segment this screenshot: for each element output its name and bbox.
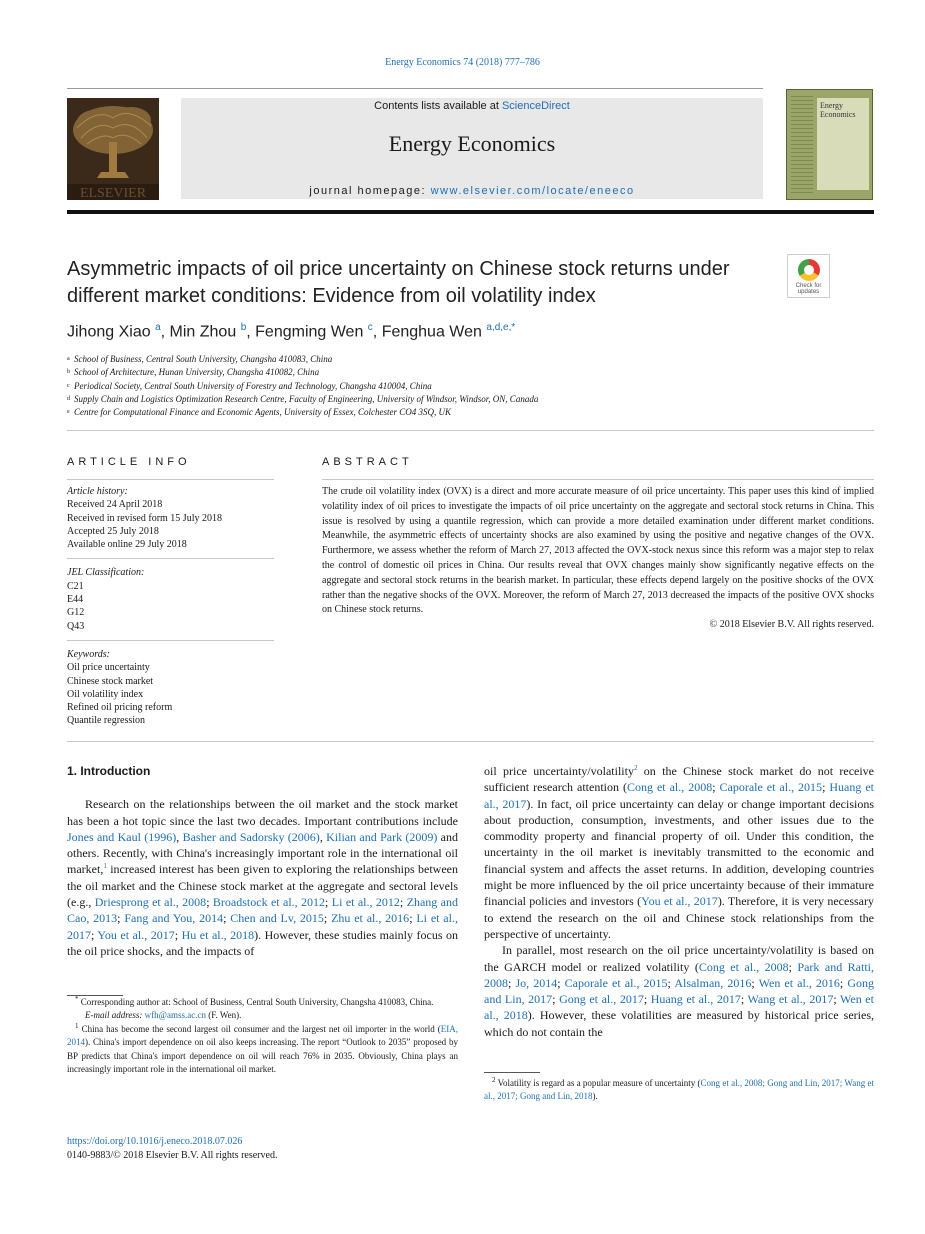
affiliation-text: Centre for Computational Finance and Economic Agents, University of Essex, Colchester CO4 3SQ, UK (74, 407, 451, 418)
affiliation-label: b (67, 369, 70, 376)
affiliation-label: d (67, 395, 70, 402)
citation-link[interactable]: Fang and You, 2014 (124, 911, 224, 926)
author-name: Fenghua Wen (381, 323, 482, 341)
citation-link[interactable]: Broadstock et al., 2012 (212, 895, 326, 910)
citation-link[interactable]: Cong et al., 2008 (626, 780, 713, 795)
journal-cover-image[interactable] (786, 89, 873, 200)
header-rule (67, 88, 763, 89)
divider (67, 640, 274, 641)
citation-link[interactable]: Cong et al., 2008; Gong and Lin, 2017; Wang et al., 2017; Gong and Lin, 2018 (484, 1078, 874, 1102)
affiliation-item (67, 380, 538, 393)
abstract-copyright: © 2018 Elsevier B.V. All rights reserved. (709, 619, 874, 631)
homepage-link[interactable]: www.elsevier.com/locate/eneeco (430, 185, 635, 197)
elsevier-tree-icon (67, 98, 159, 200)
article-title: Asymmetric impacts of oil price uncertainty on Chinese stock returns under different market conditions: Evidence from oil volatility index (67, 258, 730, 307)
citation-link[interactable]: Zhang and Cao, 2013 (67, 895, 458, 926)
sciencedirect-link[interactable]: ScienceDirect (501, 100, 570, 112)
cover-contents-column (791, 96, 813, 194)
history-item: Accepted 25 July 2018 (67, 525, 159, 537)
affiliation-label: c (67, 382, 70, 389)
citation-link[interactable]: Jo, 2014 (515, 975, 558, 990)
abstract (322, 485, 874, 633)
keyword: Refined oil pricing reform (67, 702, 173, 714)
affiliations (67, 353, 538, 419)
check-updates-label: Check for updates (795, 283, 822, 295)
email-link[interactable]: wfh@amss.ac.cn (144, 1010, 206, 1021)
author-affiliation-link[interactable]: a,d,e,* (486, 322, 516, 333)
keyword: Chinese stock market (67, 675, 154, 687)
corresponding-author-note: * Corresponding author at: School of Business, Central South University, Changsha 410083, China. (75, 995, 434, 1007)
intro-paragraph-1: Research on the relationships between the oil market and the stock market has been a hot topic since the last two decades. Important contributions include Jones and Kaul (1996), Basher and Sadorsky (2006), Kilian and Park (2009) and others. Recently, with China's increasingly important role in the international oil market,$^1$ increased interest has been given to exploring the relationships between the oil market and the Chinese stock market at the aggregate and sectoral levels (e.g., Driesprong et al., 2008; Broadstock et al., 2012; Li et al., 2012; Zhang and Cao, 2013; Fang and You, 2014; Chen and Lv, 2015; Zhu et al., 2016; Li et al., 2017; You et al., 2017; Hu et al., 2018). However, these studies mainly focus on the oil price shocks, and the impacts of (67, 797, 459, 958)
article-info-heading: ARTICLE INFO (67, 456, 191, 468)
citation-link[interactable]: Basher and Sadorsky (2006) (182, 829, 320, 844)
journal-title: Energy Economics (388, 131, 556, 156)
author-list: Jihong Xiao $^a$, Min Zhou $^b$, Fengming Wen $^c$, Fenghua Wen $^{a,d,e,*}$ (67, 322, 516, 341)
jel-code: C21 (67, 580, 84, 592)
citation-link[interactable]: Driesprong et al., 2008 (94, 895, 207, 910)
journal-homepage: journal homepage: www.elsevier.com/locate/eneeco (309, 185, 635, 197)
history-item: Available online 29 July 2018 (67, 539, 187, 551)
affiliation-label: e (67, 409, 70, 416)
issn-copyright: 0140-9883/© 2018 Elsevier B.V. All rights reserved. (67, 1149, 278, 1161)
affiliation-text: School of Architecture, Hunan University, Changsha 410082, China (74, 367, 320, 378)
citation-link[interactable]: You et al., 2017 (641, 894, 718, 909)
header-divider (67, 210, 874, 214)
citation-link[interactable]: Park and Ratti, 2008 (484, 959, 874, 990)
email-note: E-mail address: wfh@amss.ac.cn (F. Wen). (85, 1010, 242, 1021)
citation-link[interactable]: Wen et al., 2018 (484, 992, 874, 1023)
affiliation-text: Supply Chain and Logistics Optimization Research Centre, Faculty of Engineering, University of Windsor, Windsor, ON, Canada (74, 393, 539, 404)
affiliation-item (67, 406, 538, 419)
footnote-ref[interactable]: 2 (633, 764, 638, 772)
contents-line: Contents lists available at ScienceDirect (374, 100, 570, 112)
citation-link[interactable]: Huang et al., 2017 (650, 992, 741, 1007)
history-label: Article history: (67, 486, 128, 497)
introduction-heading: 1. Introduction (67, 764, 151, 778)
history-list (67, 498, 274, 551)
footnote-ref[interactable]: 1 (103, 862, 107, 871)
citation-link[interactable]: Wen et al., 2016 (758, 975, 840, 990)
affiliation-text: Periodical Society, Central South University of Forestry and Technology, Changsha 410004, China (74, 380, 432, 391)
doi-link[interactable]: https://doi.org/10.1016/j.eneco.2018.07.026 (67, 1136, 243, 1147)
citation-link[interactable]: Jones and Kaul (1996) (67, 829, 177, 844)
divider (67, 430, 874, 431)
citation-link[interactable]: Alsalman, 2016 (674, 975, 752, 990)
divider (322, 479, 874, 480)
affiliation-item (67, 366, 538, 379)
affiliation-item (67, 353, 538, 366)
right-footnotes (484, 1077, 874, 1104)
citation-link[interactable]: EIA, 2014 (67, 1023, 459, 1048)
history-item: Received in revised form 15 July 2018 (67, 512, 222, 524)
jel-label: JEL Classification: (67, 567, 145, 579)
divider (67, 479, 274, 480)
citation-link[interactable]: Wang et al., 2017 (747, 992, 834, 1007)
article-info (67, 485, 274, 728)
keyword: Oil volatility index (67, 688, 144, 700)
jel-code: G12 (67, 607, 85, 619)
doi-block (67, 1135, 277, 1162)
citation-link[interactable]: Li et al., 2012 (331, 895, 400, 910)
affiliation-item (67, 393, 538, 406)
citation-link[interactable]: Chen and Lv, 2015 (230, 911, 324, 926)
citation-link[interactable]: You et al., 2017 (97, 927, 175, 942)
citation-link[interactable]: Zhu et al., 2016 (331, 911, 410, 926)
abstract-heading: ABSTRACT (322, 456, 413, 468)
affiliation-label: a (67, 356, 70, 362)
logo-wordmark: ELSEVIER (79, 186, 147, 200)
check-updates-icon (798, 259, 820, 281)
divider (67, 558, 274, 559)
jel-code: E44 (67, 594, 84, 606)
abstract-text: The crude oil volatility index (OVX) is a direct and more accurate measure of oil price uncertainty. This paper uses this kind of implied volatility index of oil prices to investigate the impacts of oil price uncertainty on the aggregate and sectoral stock returns in China. This issue is resolved by using a quantile regression, which can provide a more detailed examination under different market conditions. Meanwhile, the asymmetric effects of uncertainty shocks are also examined by using the positive and negative changes of the OVX. Furthermore, we assess whether the reform of March 27, 2013 affected the OVX-stock nexus since this reform was a major step to relax the control of domestic oil prices in China. Our results reveal that OVX changes mainly show significantly negative effects on the aggregate and sectoral stock returns in the bearish market. In particular, these effects depend largely on the positive shocks of the OVX rather than the negative shocks of the OVX. Moreover, the reform of March 27, 2013 decreased the impacts of the positive OVX shocks on Chinese stock returns. (322, 486, 874, 616)
footnote-rule (484, 1072, 540, 1073)
keywords-label: Keywords: (67, 648, 110, 660)
footnote-1: $^1$ China has become the second largest oil consumer and the largest net oil importer in the world (EIA, 2014). China's import dependence on oil also keeps increasing. The report “Outlook to 2035” proposed by BP predicts that China's import dependence on oil will reach 76% in 2035. Obviously, China plays an increasingly important role in the international oil market. (67, 1021, 459, 1075)
author-name: Min Zhou (169, 323, 237, 341)
elsevier-logo[interactable] (67, 98, 159, 200)
jel-code: Q43 (67, 620, 85, 632)
history-item: Received 24 April 2018 (67, 499, 163, 511)
citation-link[interactable]: Caporale et al., 2015 (719, 780, 823, 795)
divider (67, 741, 874, 742)
intro-paragraph-2: oil price uncertainty/volatility$^2$ on the Chinese stock market do not receive sufficient research attention (Cong et al., 2008; Caporale et al., 2015; Huang et al., 2017). In fact, oil price uncertainty can delay or change important decisions about production, consumption, investments, and other issues due to the commodity property and financial property of oil. Under this condition, the uncertainty in the oil market is inevitably transmitted to the economic and financial system and affects the asset returns. In addition, developing countries might be more influenced by the oil price uncertainty because of their immature financial policies and investors (You et al., 2017). Therefore, it is very necessary to extend the research on the oil and Chinese stock relationships from the perspective of uncertainty. (484, 764, 875, 941)
author-affiliation-link[interactable]: c (367, 322, 373, 333)
journal-citation-link[interactable]: Energy Economics 74 (2018) 777–786 (385, 57, 540, 68)
right-column (484, 763, 874, 1040)
journal-masthead (181, 98, 763, 199)
author-name: Jihong Xiao (67, 323, 151, 341)
left-column (67, 763, 458, 959)
citation-link[interactable]: Caporale et al., 2015 (564, 975, 668, 990)
cover-title: Energy Economics (820, 101, 856, 119)
jel-list (67, 580, 274, 633)
citation-link[interactable]: Huang et al., 2017 (484, 780, 874, 811)
author-name: Fengming Wen (255, 323, 364, 341)
keywords-list (67, 661, 274, 727)
keyword: Oil price uncertainty (67, 662, 150, 674)
citation-link[interactable]: Kilian and Park (2009) (326, 829, 438, 844)
citation-link[interactable]: Cong et al., 2008 (698, 959, 789, 974)
author-affiliation-link[interactable]: b (240, 322, 247, 333)
intro-paragraph-3: In parallel, most research on the oil price uncertainty/volatility is based on the GARCH model or realized volatility (Cong et al., 2008; Park and Ratti, 2008; Jo, 2014; Caporale et al., 2015; Alsalman, 2016; Wen et al., 2016; Gong and Lin, 2017; Gong et al., 2017; Huang et al., 2017; Wang et al., 2017; Wen et al., 2018). However, these volatilities are measured by historical price series, which do not contain the (484, 943, 875, 1039)
author-affiliation-link[interactable]: a (155, 322, 161, 333)
left-footnotes (67, 996, 458, 1076)
check-for-updates-button[interactable] (787, 254, 830, 298)
keyword: Quantile regression (67, 715, 146, 727)
citation-link[interactable]: Li et al., 2017 (67, 911, 458, 942)
citation-link[interactable]: Gong et al., 2017 (559, 992, 644, 1007)
citation-link[interactable]: Gong and Lin, 2017 (484, 975, 875, 1007)
affiliation-text: School of Business, Central South University, Changsha 410083, China (74, 354, 333, 364)
footnote-2: $^2$ Volatility is regard as a popular measure of uncertainty (Cong et al., 2008; Gong and Lin, 2017; Wang et al., 2017; Gong and Lin, 2018). (484, 1076, 874, 1102)
citation-link[interactable]: Hu et al., 2018 (181, 927, 255, 942)
